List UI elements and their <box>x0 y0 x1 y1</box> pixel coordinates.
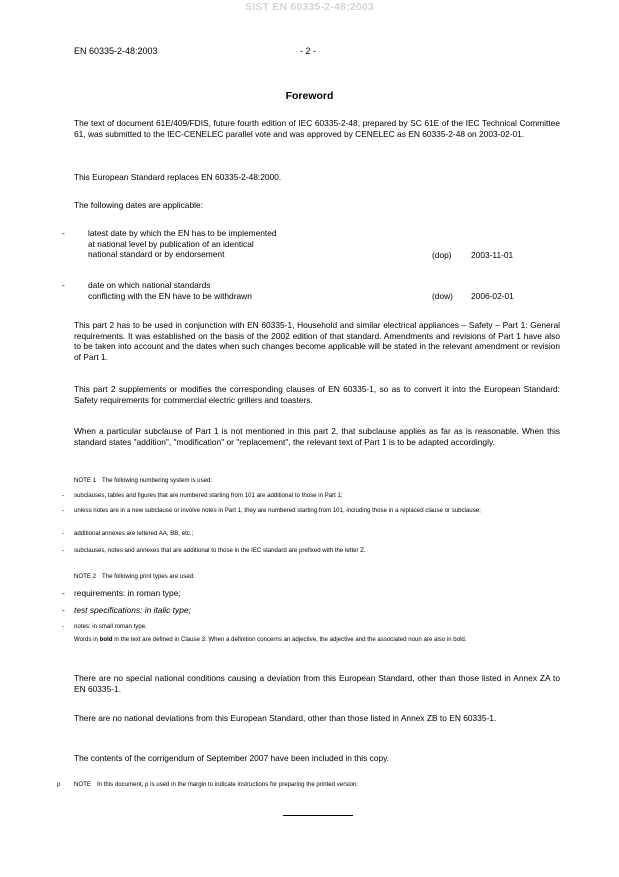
watermark: SIST EN 60335-2-48:2003 <box>245 1 374 13</box>
paragraph-subclause: When a particular subclause of Part 1 is not mentioned in this part 2, that subclause applies as far as is reasonable. When this standard states "addition", "modification" or "replacement", the relevant text of Part 1 is to be adapted accordingly. <box>74 426 560 447</box>
paragraph-national-conditions: There are no special national conditions causing a deviation from this European Standard, other than those listed in Annex ZA to EN 60335-1. <box>74 673 560 694</box>
note-label: NOTE 1 <box>74 477 97 484</box>
end-rule <box>283 815 353 816</box>
bold-words-pre: Words in <box>74 636 100 643</box>
bold-words-note <box>74 636 560 644</box>
date-item-dop <box>88 228 277 260</box>
note1-heading <box>74 477 560 485</box>
date-item-line: date on which national standards <box>88 280 211 290</box>
list-dash: - <box>62 623 65 630</box>
paragraph-conjunction: This part 2 has to be used in conjunction with EN 60335-1, Household and similar electrical appliances – Safety – Part 1: General requirements. It was established on the basis of the 2002 edition of that standard. Amendments and revisions of Part 1 have also to be taken into account and the dates when such changes become applicable will be stated in the relevant amendment or revision of Part 1. <box>74 320 560 362</box>
print-type-italic: test specifications: in italic type; <box>74 605 191 615</box>
page-number: - 2 - <box>300 46 317 56</box>
note-label: NOTE 2 <box>74 573 97 580</box>
paragraph-replaces: This European Standard replaces EN 60335-2-48:2000. <box>74 172 282 182</box>
list-dash: - <box>62 588 65 598</box>
list-dash: - <box>62 507 65 514</box>
date-value: 2003-11-01 <box>471 250 514 260</box>
document-id: EN 60335-2-48:2003 <box>74 46 158 56</box>
print-type-small: notes: in small roman type. <box>74 623 147 630</box>
list-dash: - <box>62 492 65 499</box>
paragraph-intro: The text of document 61E/409/FDIS, future fourth edition of IEC 60335-2-48, prepared by SC 61E of the IEC Technical Committee 61, was submitted to the IEC-CENELEC parallel vote and was approved by CENELEC as EN 60335-2-48 on 2003-02-01. <box>74 118 560 139</box>
paragraph-national-deviations: There are no national deviations from this European Standard, other than those listed in Annex ZB to EN 60335-1. <box>74 713 497 723</box>
date-abbr: (dow) <box>432 291 453 301</box>
paragraph-corrigendum: The contents of the corrigendum of September 2007 have been included in this copy. <box>74 753 390 763</box>
note2-heading <box>74 573 560 581</box>
margin-marker: p <box>57 781 61 788</box>
note-label: NOTE <box>74 781 91 788</box>
list-dash: - <box>62 228 65 238</box>
list-dash: - <box>62 605 65 615</box>
date-item-line: at national level by publication of an identical <box>88 238 254 249</box>
date-abbr: (dop) <box>432 250 452 260</box>
margin-note <box>74 781 560 789</box>
note1-item: subclauses, notes and annexes that are additional to those in the IEC standard are prefixed with the letter Z. <box>74 547 366 554</box>
note1-item: unless notes are in a new subclause or involve notes in Part 1, they are numbered starting from 101, including those in a replaced clause or subclause; <box>74 507 481 514</box>
print-type-roman: requirements: in roman type; <box>74 588 181 598</box>
note-intro: The following print types are used: <box>102 573 195 580</box>
bold-words-bold: bold <box>99 636 113 643</box>
list-dash: - <box>62 530 65 537</box>
paragraph-supplements: This part 2 supplements or modifies the corresponding clauses of EN 60335-1, so as to convert it into the European Standard: Safety requirements for commercial electric grillers and toasters. <box>74 384 560 405</box>
section-title: Foreword <box>285 90 334 102</box>
date-item-dow <box>88 280 252 301</box>
note-intro: The following numbering system is used: <box>102 477 213 484</box>
date-value: 2006-02-01 <box>471 291 514 301</box>
date-item-line: national standard or by endorsement <box>88 249 225 260</box>
paragraph-dates-intro: The following dates are applicable: <box>74 200 203 210</box>
note1-item: subclauses, tables and figures that are numbered starting from 101 are additional to those in Part 1; <box>74 492 343 499</box>
note1-item: additional annexes are lettered AA, BB, etc.; <box>74 530 194 537</box>
bold-words-post: in the text are defined in Clause 3. When a definition concerns an adjective, the adjective and the associated noun are also in bold. <box>112 636 467 643</box>
list-dash: - <box>62 280 65 290</box>
date-item-line: latest date by which the EN has to be implemented <box>88 228 277 238</box>
margin-note-text: In this document, p is used in the margin to indicate instructions for preparing the printed version. <box>96 781 359 788</box>
list-dash: - <box>62 547 65 554</box>
date-item-line: conflicting with the EN have to be withdrawn <box>88 290 252 301</box>
